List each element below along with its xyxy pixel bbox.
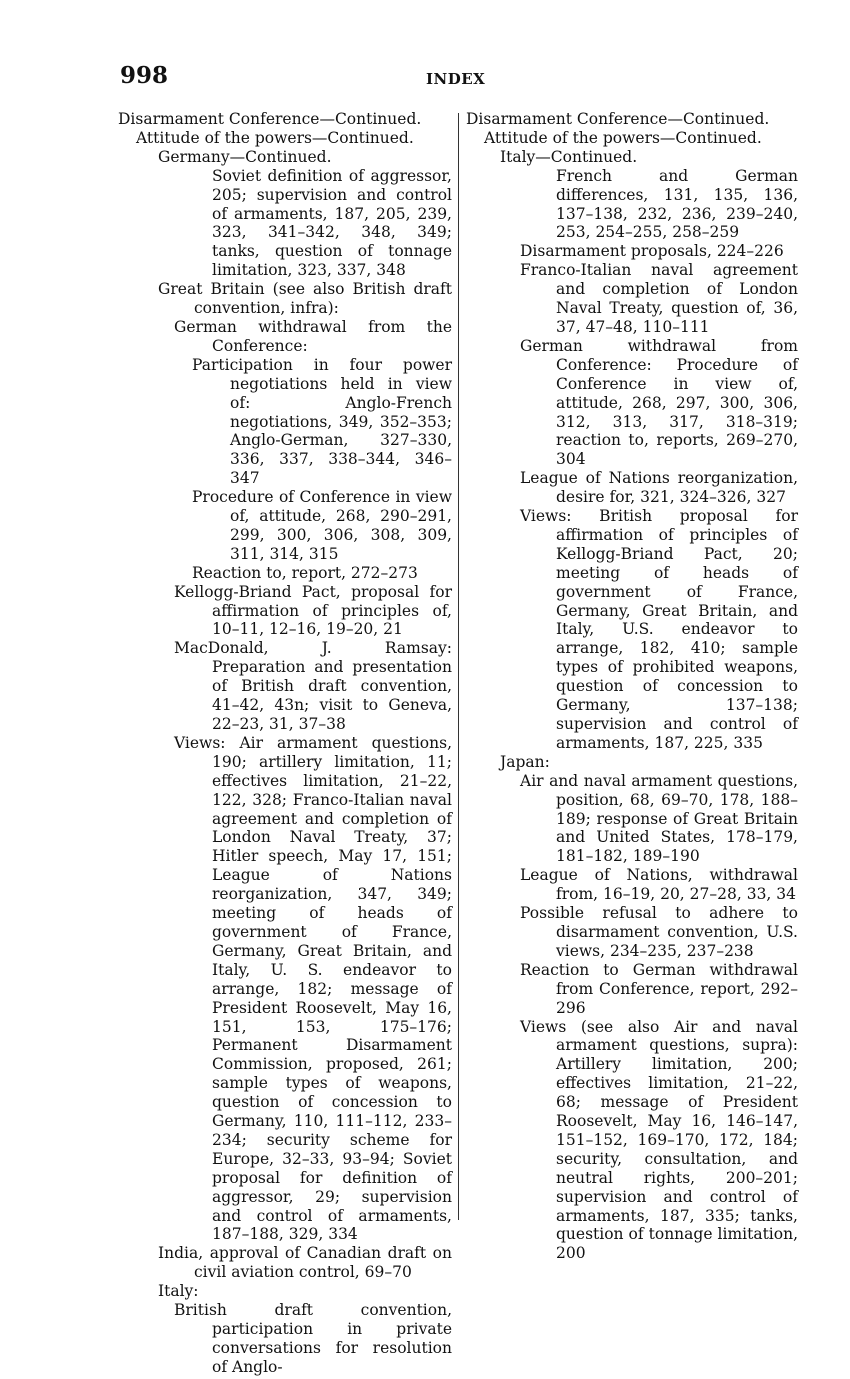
index-entry: British draft convention, participation in private conversations for resolution of Anglo- bbox=[174, 1301, 452, 1376]
index-entry: Procedure of Conference in view of, attitude, 268, 290–291, 299, 300, 306, 308, 309, 311, 314, 315 bbox=[192, 488, 452, 563]
index-column-left bbox=[118, 110, 452, 1377]
index-entry: Reaction to German withdrawal from Conference, report, 292–296 bbox=[520, 960, 798, 1017]
index-entry: German withdrawal from the Conference: bbox=[174, 317, 452, 355]
index-entry: India, approval of Canadian draft on civil aviation control, 69–70 bbox=[158, 1244, 452, 1282]
index-entry: Disarmament Conference—Continued. bbox=[466, 110, 770, 128]
index-entry: German withdrawal from Conference: Procedure of Conference in view of, attitude, 268, 297, 300, 306, 312, 313, 317, 318–319; reaction to, reports, 269–270, 304 bbox=[520, 336, 798, 469]
index-entry: Air and naval armament questions, position, 68, 69–70, 178, 188–189; response of Great Britain and United States, 178–179, 181–182, 189–190 bbox=[520, 771, 798, 866]
index-entry: Attitude of the powers—Continued. bbox=[484, 128, 762, 147]
index-entry: Disarmament Conference—Continued. bbox=[118, 110, 422, 128]
index-entry: Possible refusal to adhere to disarmament convention, U.S. views, 234–235, 237–238 bbox=[520, 904, 798, 960]
index-entry: Italy—Continued. bbox=[500, 147, 638, 166]
index-entry: Reaction to, report, 272–273 bbox=[192, 563, 418, 582]
index-entry: Attitude of the powers—Continued. bbox=[136, 128, 414, 147]
index-entry: Soviet definition of aggressor, 205; supervision and control of armaments, 187, 205, 239, 323, 341–342, 348, 349; tanks, question of tonnage limitation, 323, 337, 348 bbox=[212, 166, 452, 280]
index-entry: Views: British proposal for affirmation of principles of Kellogg-Briand Pact, 20; meeting of heads of government of France, Germany, Great Britain, and Italy, U.S. endeavor to arrange, 182, 410; sample types of prohibited weapons, question of concession to Germany, 137–138; supervision and control of armaments, 187, 225, 335 bbox=[520, 507, 798, 752]
index-entry: Germany—Continued. bbox=[158, 147, 332, 166]
index-entry: Views: Air armament questions, 190; artillery limitation, 11; effectives limitation, 21–22, 122, 328; Franco-Italian naval agreement and completion of London Naval Treaty, 37; Hitler speech, May 17, 151; League of Nations reorganization, 347, 349; meeting of heads of government of France, Germany, Great Britain, and Italy, U. S. endeavor to arrange, 182; message of President Roosevelt, May 16, 151, 153, 175–176; Permanent Disarmament Commission, proposed, 261; sample types of weapons, question of concession to Germany, 110, 111–112, 233–234; security scheme for Europe, 32–33, 93–94; Soviet proposal for definition of aggressor, 29; supervision and control of armaments, 187–188, 329, 334 bbox=[174, 733, 452, 1244]
index-entry: Disarmament proposals, 224–226 bbox=[520, 242, 784, 261]
index-entry: League of Nations, withdrawal from, 16–19, 20, 27–28, 33, 34 bbox=[520, 866, 798, 904]
running-head: INDEX bbox=[426, 70, 486, 88]
page-number: 998 bbox=[120, 62, 169, 89]
index-entry: Italy: bbox=[158, 1282, 199, 1301]
index-entry: League of Nations reorganization, desire for, 321, 324–326, 327 bbox=[520, 469, 798, 507]
index-entry: Participation in four power negotiations held in view of: Anglo-French negotiations, 349, 352–353; Anglo-German, 327–330, 336, 337, 338–344, 346–347 bbox=[192, 355, 452, 488]
index-entry: Kellogg-Briand Pact, proposal for affirmation of principles of, 10–11, 12–16, 19–20, 21 bbox=[174, 582, 452, 639]
index-entry: French and German differences, 131, 135, 136, 137–138, 232, 236, 239–240, 253, 254–255, 258–259 bbox=[556, 166, 798, 242]
index-entry: Great Britain (see also British draft convention, infra): bbox=[158, 280, 452, 318]
index-entry: Japan: bbox=[500, 752, 550, 771]
index-column-right bbox=[466, 110, 798, 1263]
column-divider bbox=[458, 113, 459, 1220]
index-entry: Franco-Italian naval agreement and completion of London Naval Treaty, question of, 36, 37, 47–48, 110–111 bbox=[520, 261, 798, 336]
index-entry: MacDonald, J. Ramsay: Preparation and presentation of British draft convention, 41–42, 43n; visit to Geneva, 22–23, 31, 37–38 bbox=[174, 639, 452, 733]
index-entry: Views (see also Air and naval armament questions, supra): Artillery limitation, 200; effectives limitation, 21–22, 68; message of President Roosevelt, May 16, 146–147, 151–152, 169–170, 172, 184; security, consultation, and neutral rights, 200–201; supervision and control of armaments, 187, 335; tanks, question of tonnage limitation, 200 bbox=[520, 1017, 798, 1263]
